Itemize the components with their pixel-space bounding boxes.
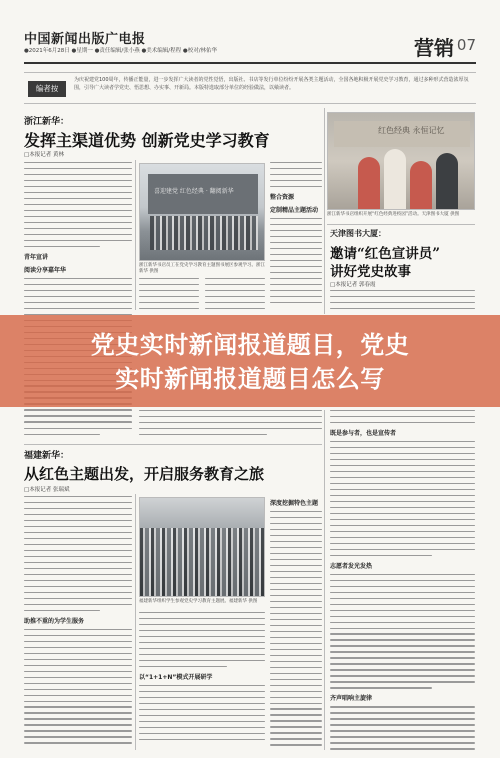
photo-banner-text: 红色经典 永恒记忆 xyxy=(378,126,445,135)
student-figure xyxy=(384,149,406,209)
article1-subhead-1b: 阅读分享嘉年华 xyxy=(24,266,67,274)
page-number: 07 xyxy=(456,36,476,54)
article-right-column xyxy=(330,410,475,750)
article2-headline-line1: 邀请“红色宣讲员” xyxy=(330,246,441,262)
overlay-title-line2: 实时新闻报道题目怎么写 xyxy=(115,365,385,393)
article3-subhead-2: 助推不重的为学生服务 xyxy=(24,617,85,625)
overlay-title xyxy=(20,328,480,396)
students-crowd xyxy=(140,528,265,597)
article3-column-3 xyxy=(270,496,322,752)
section-divider xyxy=(24,444,322,445)
column-divider xyxy=(324,108,325,314)
article1-column-1-cont xyxy=(24,410,132,440)
article2-byline: □本报记者 郭春霞 xyxy=(330,282,376,288)
article1-column-2a xyxy=(139,278,199,314)
title-overlay-banner xyxy=(0,315,500,407)
article3-subhead-3: 以“1+1+N”模式开展研学 xyxy=(139,673,213,681)
exhibit-wall-text: 喜迎建党 红色经典 · 翻阅新华 xyxy=(154,188,234,195)
article3-photo-caption: 福建新华组织学生参观党史学习教育主题展。福建新华 供图 xyxy=(139,599,258,604)
article1-column-2b xyxy=(205,278,265,314)
article3-headline: 从红色主题出发，开启服务教育之旅 xyxy=(24,465,265,483)
article2-headline-line2: 讲好党史故事 xyxy=(330,264,411,280)
article3-byline: □本报记者 张瑞斌 xyxy=(24,487,70,493)
article2-photo-caption: 浙江新华书店组织开展“红色经典进校园”活动。天津图书大厦 供图 xyxy=(327,212,460,217)
editor-note-tag: 编者按 xyxy=(28,81,66,97)
column-divider xyxy=(324,410,325,750)
article3-photo xyxy=(139,497,265,597)
article1-subhead-3: 整合资源 xyxy=(270,193,295,201)
overlay-title-line1: 党史实时新闻报道题目，党史 xyxy=(90,331,410,359)
article1-byline: □本报记者 黄林 xyxy=(24,152,64,158)
column-divider xyxy=(135,494,136,750)
editor-note-text: 为庆祝建党100周年，传播正能量，进一步发挥广大读者的党性觉悟，出版社、书店等发行单位纷纷开展各类主题活动，全国各地积极开展党史学习教育，通过多种形式营造浓厚氛围，引导广大读者学党史、悟思想、办实事、开新局。本版特选取部分单位的经验做法，以飨读者。 xyxy=(74,77,469,91)
article1-kicker: 浙江新华： xyxy=(24,117,70,127)
student-figure xyxy=(410,161,432,209)
article1-photo-caption: 浙江新华书店员工在党史学习教育主题图书展区参观学习。浙江新华 供图 xyxy=(139,263,265,274)
group-of-people xyxy=(150,216,258,250)
masthead xyxy=(24,28,476,64)
section-divider xyxy=(327,224,475,225)
article1-headline: 发挥主渠道优势 创新党史学习教育 xyxy=(24,131,270,150)
article2-kicker: 天津图书大厦： xyxy=(330,229,386,238)
article1-subhead-3b: 定制精品主题活动 xyxy=(270,206,319,214)
issue-meta: ●2021年6月28日 ●星期一 ●责任编辑/张小燕 ●美术编辑/程程 ●校对/林佑华 xyxy=(24,48,218,54)
article2-photo xyxy=(327,112,475,210)
article1-subhead-1: 青年宣讲 xyxy=(24,253,49,261)
article3-kicker: 福建新华： xyxy=(24,451,70,461)
student-figure xyxy=(436,153,458,209)
article3-column-2 xyxy=(139,612,265,752)
newspaper-title: 中国新闻出版广电报 xyxy=(24,32,146,47)
right-subhead-2: 志愿者发光发热 xyxy=(330,562,373,570)
article1-column-2-cont xyxy=(139,410,322,440)
article1-column-3 xyxy=(270,162,322,314)
article3-subhead-1: 深度挖掘特色主题 xyxy=(270,500,319,507)
article1-photo xyxy=(139,163,265,261)
article2-body xyxy=(330,290,475,314)
right-subhead-3: 齐声唱响主旋律 xyxy=(330,695,373,703)
article3-column-1 xyxy=(24,496,132,752)
editor-note xyxy=(24,72,476,104)
column-divider xyxy=(135,160,136,310)
student-figure xyxy=(358,157,380,209)
section-name: 营销 xyxy=(414,36,454,60)
right-subhead-1: 既是参与者，也是宣传者 xyxy=(330,429,397,437)
